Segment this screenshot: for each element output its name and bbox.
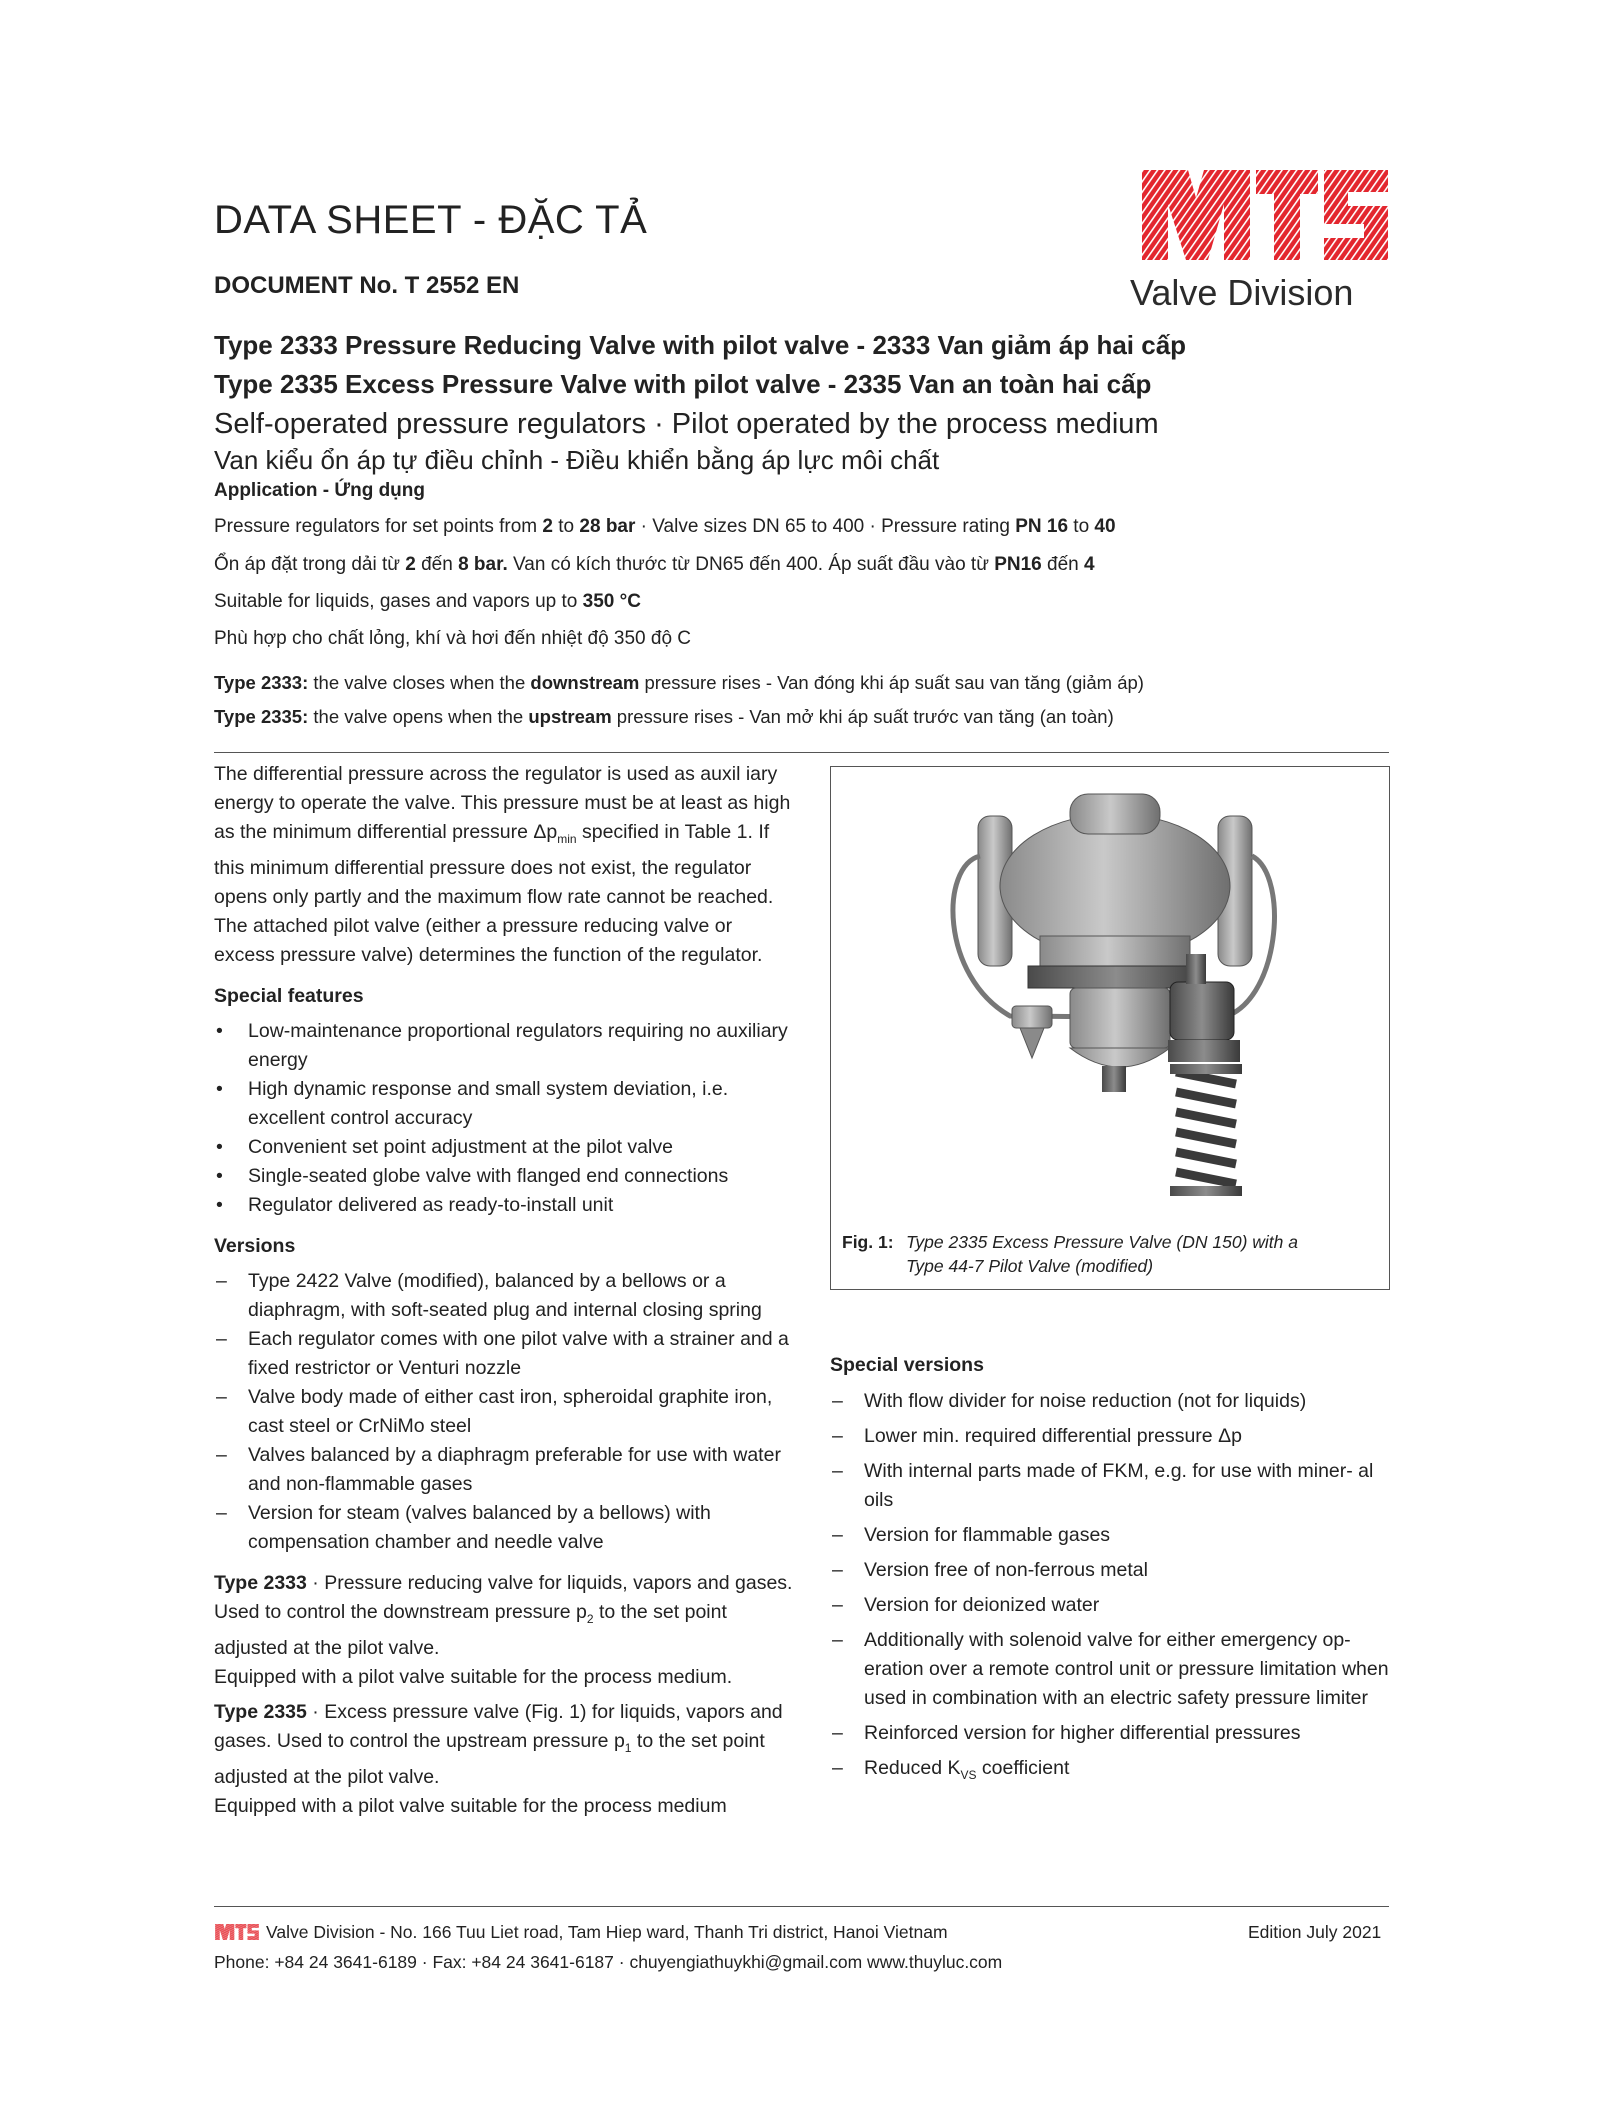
footer-logo — [214, 1924, 260, 1940]
application-line-en1: Pressure regulators for set points from 2 to 28 bar · Valve sizes DN 65 to 400 · Pressure rating PN 16 to 40 — [214, 516, 1116, 537]
list-item: • Single-seated globe valve with flanged end connections — [214, 1162, 794, 1191]
list-item: – With internal parts made of FKM, e.g. for use with miner- al oils — [830, 1457, 1390, 1515]
intro-paragraph-2: The attached pilot valve (either a pressure reducing valve or excess pressure valve) determines the function of the regulator. — [214, 914, 763, 966]
type-2335-equipment: Equipped with a pilot valve suitable for the process medium — [214, 1794, 727, 1817]
logo-letter-s — [1324, 170, 1388, 260]
edition-date: Edition July 2021 — [1248, 1922, 1382, 1942]
list-item: – Valves balanced by a diaphragm preferable for use with water and non-flammable gases — [214, 1441, 794, 1499]
right-column — [830, 1354, 1390, 1796]
special-versions-list — [830, 1387, 1390, 1790]
type-2333-equipment: Equipped with a pilot valve suitable for the process medium. — [214, 1665, 733, 1688]
divider-footer — [214, 1906, 1389, 1907]
special-versions-heading: Special versions — [830, 1354, 984, 1376]
list-item: • Convenient set point adjustment at the pilot valve — [214, 1133, 794, 1162]
logo-letter-m — [1142, 170, 1250, 260]
list-item: – Valve body made of either cast iron, spheroidal graphite iron, cast steel or CrNiMo steel — [214, 1383, 794, 1441]
subtitle-vi: Van kiểu ổn áp tự điều chỉnh - Điều khiển bằng áp lực môi chất — [214, 445, 940, 475]
list-item: – Lower min. required differential pressure Δp — [830, 1422, 1390, 1451]
left-column — [214, 760, 794, 1821]
application-line-vi1: Ổn áp đặt trong dải từ 2 đến 8 bar. Van có kích thước từ DN65 đến 400. Áp suất đầu vào từ PN16 đến 4 — [214, 554, 1095, 575]
versions-heading: Versions — [214, 1234, 296, 1257]
list-item: – With flow divider for noise reduction (not for liquids) — [830, 1387, 1390, 1416]
valve-photo — [920, 786, 1320, 1200]
versions-list — [214, 1267, 794, 1557]
application-line-en2: Suitable for liquids, gases and vapors up to 350 °C — [214, 591, 641, 612]
list-item: – Reduced $K_{VS}$ coefficient — [830, 1754, 1390, 1790]
special-features-heading: Special features — [214, 984, 364, 1007]
type-2333-description: Type 2333 · Pressure reducing valve for liquids, vapors and gases. Used to control the downstream pressure $p_2$ to the set point adjusted at the pilot valve. — [214, 1571, 793, 1659]
logo-letter-t — [1256, 170, 1318, 260]
type-2335-behavior: Type 2335: the valve opens when the upstream pressure rises - Van mở khi áp suất trước van tăng (an toàn) — [214, 706, 1114, 727]
footer-address: Valve Division - No. 166 Tuu Liet road, Tam Hiep ward, Thanh Tri district, Hanoi Vietnam — [214, 1922, 948, 1943]
list-item: • Regulator delivered as ready-to-install unit — [214, 1191, 794, 1220]
intro-paragraph-1: The differential pressure across the regulator is used as auxil iary energy to operate the valve. This pressure must be at least as high as the minimum differential pressure $\Delta p_{min}$ specified in Table 1. If this minimum differential pressure does not exist, the regulator opens only partly and the maximum flow rate cannot be reached. — [214, 763, 791, 908]
document-number: DOCUMENT No. T 2552 EN — [214, 272, 520, 299]
type-2333-behavior: Type 2333: the valve closes when the downstream pressure rises - Van đóng khi áp suất sau van tăng (giảm áp) — [214, 672, 1144, 693]
list-item: – Version for flammable gases — [830, 1521, 1390, 1550]
application-heading: Application - Ứng dụng — [214, 480, 426, 501]
list-item: – Additionally with solenoid valve for either emergency op- eration over a remote control unit or pressure limitation when used in combination with an electric safety pressure limiter — [830, 1626, 1390, 1713]
list-item: – Version for steam (valves balanced by a bellows) with compensation chamber and needle valve — [214, 1499, 794, 1557]
list-item: – Version for deionized water — [830, 1591, 1390, 1620]
list-item: • High dynamic response and small system deviation, i.e. excellent control accuracy — [214, 1075, 794, 1133]
division-name: Valve Division — [1130, 272, 1354, 313]
list-item: – Reinforced version for higher differential pressures — [830, 1719, 1390, 1748]
divider-top — [214, 752, 1389, 753]
type-2335-description: Type 2335 · Excess pressure valve (Fig. 1) for liquids, vapors and gases. Used to control the upstream pressure $p_1$ to the set point adjusted at the pilot valve. — [214, 1700, 783, 1788]
list-item: – Each regulator comes with one pilot valve with a strainer and a fixed restrictor or Venturi nozzle — [214, 1325, 794, 1383]
list-item: • Low-maintenance proportional regulators requiring no auxiliary energy — [214, 1017, 794, 1075]
type-heading-2333: Type 2333 Pressure Reducing Valve with pilot valve - 2333 Van giảm áp hai cấp — [214, 330, 1187, 360]
list-item: – Version free of non-ferrous metal — [830, 1556, 1390, 1585]
type-heading-2335: Type 2335 Excess Pressure Valve with pilot valve - 2335 Van an toàn hai cấp — [214, 369, 1152, 399]
footer-contact: Phone: +84 24 3641-6189 · Fax: +84 24 3641-6187 · chuyengiathuykhi@gmail.com www.thuyluc.com — [214, 1952, 1003, 1972]
mts-logo — [1142, 170, 1388, 260]
page-title: DATA SHEET - ĐẶC TẢ — [214, 198, 648, 242]
figure-caption: Fig. 1: Type 2335 Excess Pressure Valve (DN 150) with a Type 44-7 Pilot Valve (modified) — [842, 1232, 1298, 1276]
application-line-vi2: Phù hợp cho chất lỏng, khí và hơi đến nhiệt độ 350 độ C — [214, 628, 692, 649]
figure-label: Fig. 1: — [842, 1232, 894, 1252]
list-item: – Type 2422 Valve (modified), balanced by a bellows or a diaphragm, with soft-seated plug and internal closing spring — [214, 1267, 794, 1325]
special-features-list — [214, 1017, 794, 1220]
subtitle-en: Self-operated pressure regulators · Pilot operated by the process medium — [214, 408, 1159, 440]
